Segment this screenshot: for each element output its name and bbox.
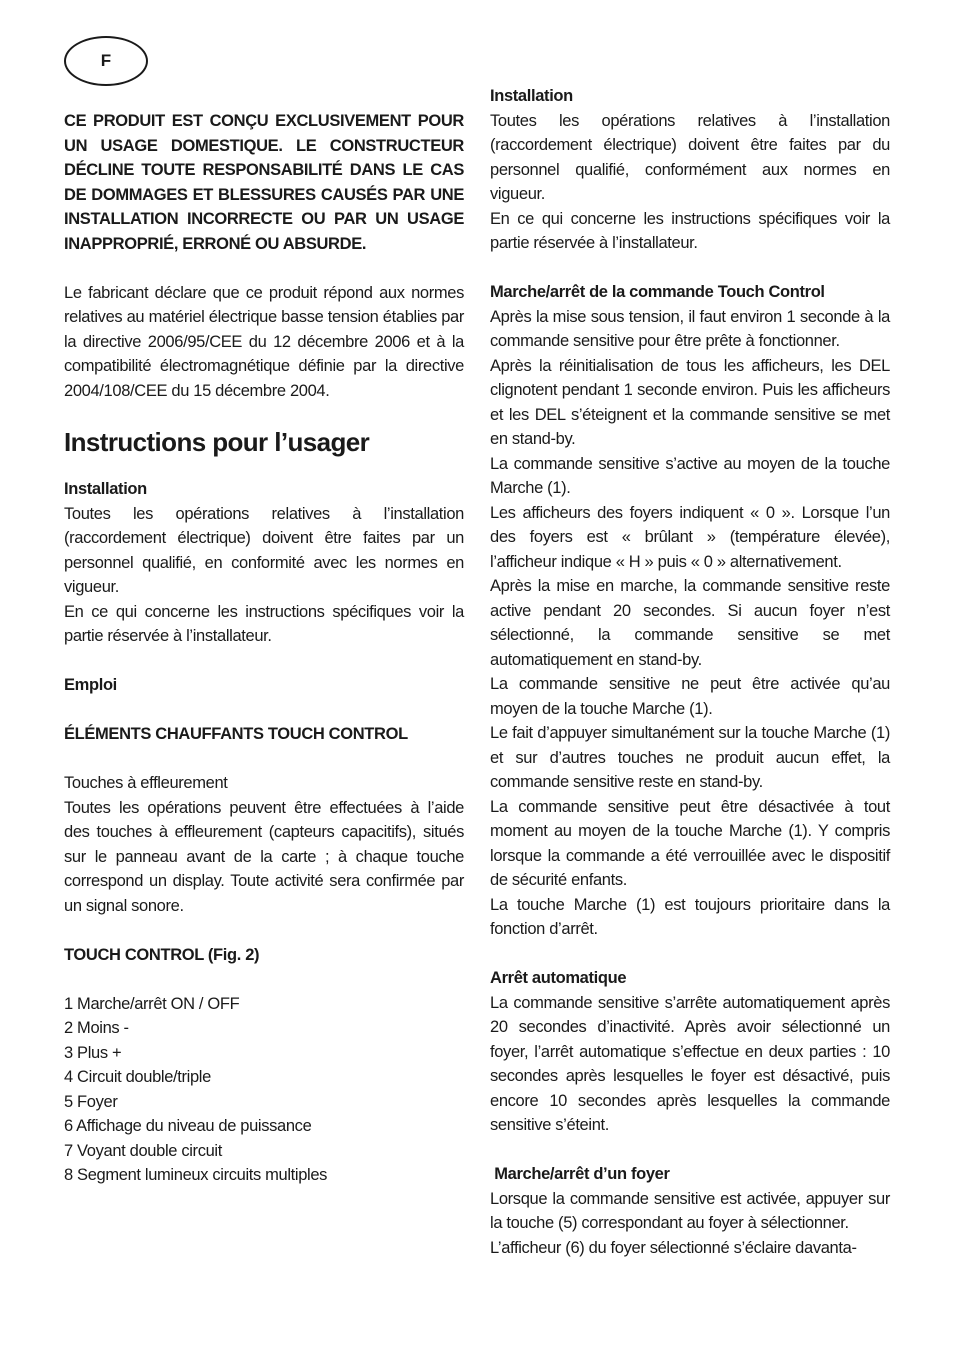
installation-paragraph: En ce qui concerne les instructions spécifiques voir la partie réservée à l’installateur. — [490, 209, 890, 252]
list-item: 2 Moins - — [64, 1019, 129, 1037]
page-title: Instructions pour l’usager — [64, 427, 370, 457]
marche-paragraph: La commande sensitive peut être désactivée à tout moment au moyen de la touche Marche (1). Y compris lorsque la commande a été verrouillée avec le dispositif de sécurité enfants. — [490, 797, 890, 889]
language-label: F — [100, 51, 112, 70]
right-column — [490, 84, 890, 1260]
installation-paragraph: Toutes les opérations relatives à l’installation (raccordement électrique) doivent être faites par un personnel qualifié, en conformité avec les normes en vigueur. — [64, 504, 464, 596]
touch-control-heading: TOUCH CONTROL (Fig. 2) — [64, 945, 260, 964]
touches-paragraph: Toutes les opérations peuvent être effectuées à l’aide des touches à effleurement (capteurs capacitifs), situés sur le panneau avant de la carte ; à chaque touche correspond un display. Toute activité sera confirmée par un signal sonore. — [64, 798, 464, 915]
installation-paragraph: Toutes les opérations relatives à l’installation (raccordement électrique) doivent être faites par du personnel qualifié, conformément aux normes en vigueur. — [490, 111, 890, 203]
list-item: 8 Segment lumineux circuits multiples — [64, 1166, 328, 1184]
arret-paragraph: La commande sensitive s’arrête automatiquement après 20 secondes d’inactivité. Après avoir sélectionné un foyer, l’arrêt automatique s’effectue en deux parties : 10 secondes après lesquelles le foyer est désactivé, puis encore 10 secondes après lesquelles la commande sensitive s’éteint. — [490, 993, 890, 1134]
list-item: 6 Affichage du niveau de puissance — [64, 1117, 312, 1135]
marche-heading: Marche/arrêt de la commande Touch Control — [490, 283, 825, 301]
declaration-text: Le fabricant déclare que ce produit répond aux normes relatives au matériel électrique basse tension établies par la directive 2006/95/CEE du 12 décembre 2006 et à la compatibilité électromagnétique définie par la directive 2004/108/CEE du 15 décembre 2004. — [64, 283, 464, 400]
elements-heading: ÉLÉMENTS CHAUFFANTS TOUCH CONTROL — [64, 725, 408, 743]
marche-paragraph: La commande sensitive ne peut être activée qu’au moyen de la touche Marche (1). — [490, 675, 890, 718]
installation-heading: Installation — [490, 87, 573, 105]
marche-paragraph: Après la mise sous tension, il faut environ 1 seconde à la commande sensitive pour être prête à fonctionner. — [490, 307, 890, 350]
list-item: 5 Foyer — [64, 1092, 118, 1111]
list-item: 3 Plus + — [64, 1043, 122, 1062]
marche-paragraph: Après la mise en marche, la commande sensitive reste active pendant 20 secondes. Si aucun foyer n’est sélectionné, la commande sensitive se met automatiquement en stand-by. — [490, 577, 890, 669]
warning-text: CE PRODUIT EST CONÇU EXCLUSIVEMENT POUR UN USAGE DOMESTIQUE. LE CONSTRUCTEUR DÉCLINE TOUTE RESPONSABILITÉ DANS LE CAS DE DOMMAGES ET BLESSURES CAUSÉS PAR UNE INSTALLATION INCORRECTE OU PAR UN USAGE INAPPROPRIÉ, ERRONÉ OU ABSURDE. — [64, 112, 464, 253]
foyer-heading: Marche/arrêt d’un foyer — [490, 1165, 670, 1183]
foyer-paragraph: L’afficheur (6) du foyer sélectionné s’éclaire davanta- — [490, 1238, 857, 1257]
marche-paragraph: Les afficheurs des foyers indiquent « 0 ». Lorsque l’un des foyers est « brûlant » (température élevée), l’afficheur indique « H » puis « 0 » alternativement. — [490, 503, 890, 571]
touches-label: Touches à effleurement — [64, 774, 228, 792]
list-item: 1 Marche/arrêt ON / OFF — [64, 994, 240, 1013]
marche-paragraph: La touche Marche (1) est toujours prioritaire dans la fonction d’arrêt. — [490, 895, 890, 938]
marche-paragraph: Après la réinitialisation de tous les afficheurs, les DEL clignotent pendant 1 seconde environ. Puis les afficheurs et les DEL s’éteignent et la commande sensitive se met en stand-by. — [490, 356, 890, 448]
language-badge — [64, 36, 148, 86]
arret-heading: Arrêt automatique — [490, 969, 627, 987]
marche-paragraph: Le fait d’appuyer simultanément sur la touche Marche (1) et sur d’autres touches ne produit aucun effet, la commande sensitive reste en stand-by. — [490, 724, 890, 791]
list-item: 7 Voyant double circuit — [64, 1141, 222, 1160]
control-list — [64, 992, 464, 1188]
installation-paragraph: En ce qui concerne les instructions spécifiques voir la partie réservée à l’installateur. — [64, 602, 464, 645]
list-item: 4 Circuit double/triple — [64, 1068, 211, 1086]
emploi-heading: Emploi — [64, 676, 117, 694]
left-column — [64, 109, 464, 1188]
foyer-paragraph: Lorsque la commande sensitive est activée, appuyer sur la touche (5) correspondant au foyer à sélectionner. — [490, 1189, 890, 1232]
marche-paragraph: La commande sensitive s’active au moyen de la touche Marche (1). — [490, 454, 890, 497]
installation-heading: Installation — [64, 480, 147, 498]
